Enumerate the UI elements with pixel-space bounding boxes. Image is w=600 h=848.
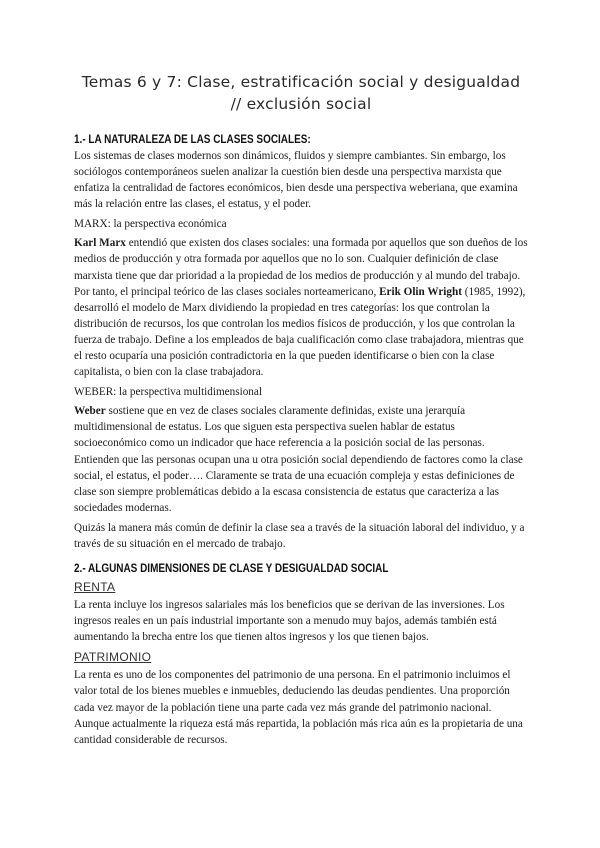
- document-title: Temas 6 y 7: Clase, estratificación social y desigualdad // exclusión social: [81, 73, 521, 113]
- renta-paragraph: La renta incluye los ingresos salariales más los beneficios que se derivan de las inversiones. Los ingresos reales en un país industrial importante son a menudo muy bajos, además también está aumentando la brecha entre los que tienen altos ingresos y los que tienen bajos.: [74, 599, 505, 644]
- marx-name: Karl Marx: [74, 237, 126, 250]
- renta-subheading: RENTA: [74, 580, 116, 595]
- weber-name: Weber: [74, 405, 106, 418]
- marx-text-1: entendió que existen dos clases sociales: una formada por aquellos que son dueños de los medios de producción y otra formada por aquellos que no lo son. Cualquier definición de clase marxista tiene que dar prioridad a la propiedad de los medios de producción y al mundo del trabajo. Por tanto, el principal teórico de las clases sociales norteamericano,: [74, 237, 528, 298]
- wright-name: Erik Olin Wright: [379, 285, 462, 298]
- section-1-intro: Los sistemas de clases modernos son dinámicos, fluidos y siempre cambiantes. Sin embargo, los sociólogos contemporáneos suelen analizar la cuestión bien desde una perspectiva marxista que enfatiza la centralidad de factores económicos, bien desde una perspectiva weberiana, que examina más la relación entre las clases, el estatus, y el poder.: [74, 150, 518, 211]
- section-1-heading: 1.- LA NATURALEZA DE LAS CLASES SOCIALES:: [74, 133, 311, 146]
- section-2-heading: 2.- ALGUNAS DIMENSIONES DE CLASE Y DESIGUALDAD SOCIAL: [74, 562, 389, 576]
- marx-text-2: (1985, 1992), desarrolló el modelo de Marx dividiendo la propiedad en tres categorías: los que controlan la distribución de recursos, los que controlan los medios físicos de producción, y los que controlan la fuerza de trabajo. Define a los empleados de baja cualificación como clase trabajadora, mientras que el resto ocuparía una posición contradictoria en la que pueden identificarse o bien con la clase capitalista, o bien con la clase trabajadora.: [74, 285, 526, 379]
- section-1-closing: Quizás la manera más común de definir la clase sea a través de la situación laboral del individuo, y a través de su situación en el mercado de trabajo.: [74, 521, 525, 550]
- marx-paragraph: [74, 235, 528, 380]
- patrimonio-subheading: PATRIMONIO: [74, 650, 152, 665]
- weber-text: sostiene que en vez de clases sociales claramente definidas, existe una jerarquía multidimensional de estatus. Los que siguen esta perspectiva suelen hablar de estatus socioeconómico como un indicador que hace referencia a la posición social de las personas. Entienden que las personas ocupan una u otra posición social dependiendo de factores como la clase social, el estatus, el poder…. Claramente se trata de una ecuación compleja y estas definiciones de clase son siempre problemáticas debido a la escasa consistencia de estatus que caracteriza a las sociedades modernas.: [74, 405, 523, 514]
- patrimonio-paragraph: La renta es uno de los componentes del patrimonio de una persona. En el patrimonio incluimos el valor total de los bienes muebles e inmuebles, deduciendo las deudas pendientes. Una proporción cada vez mayor de la población tiene una parte cada vez más grande del patrimonio nacional. Aunque actualmente la riqueza está más repartida, la población más rica aún es la propietaria de una cantidad considerable de recursos.: [74, 669, 523, 746]
- marx-subheading: MARX: la perspectiva económica: [74, 218, 227, 231]
- weber-subheading: WEBER: la perspectiva multidimensional: [74, 386, 262, 399]
- weber-paragraph: [74, 403, 528, 516]
